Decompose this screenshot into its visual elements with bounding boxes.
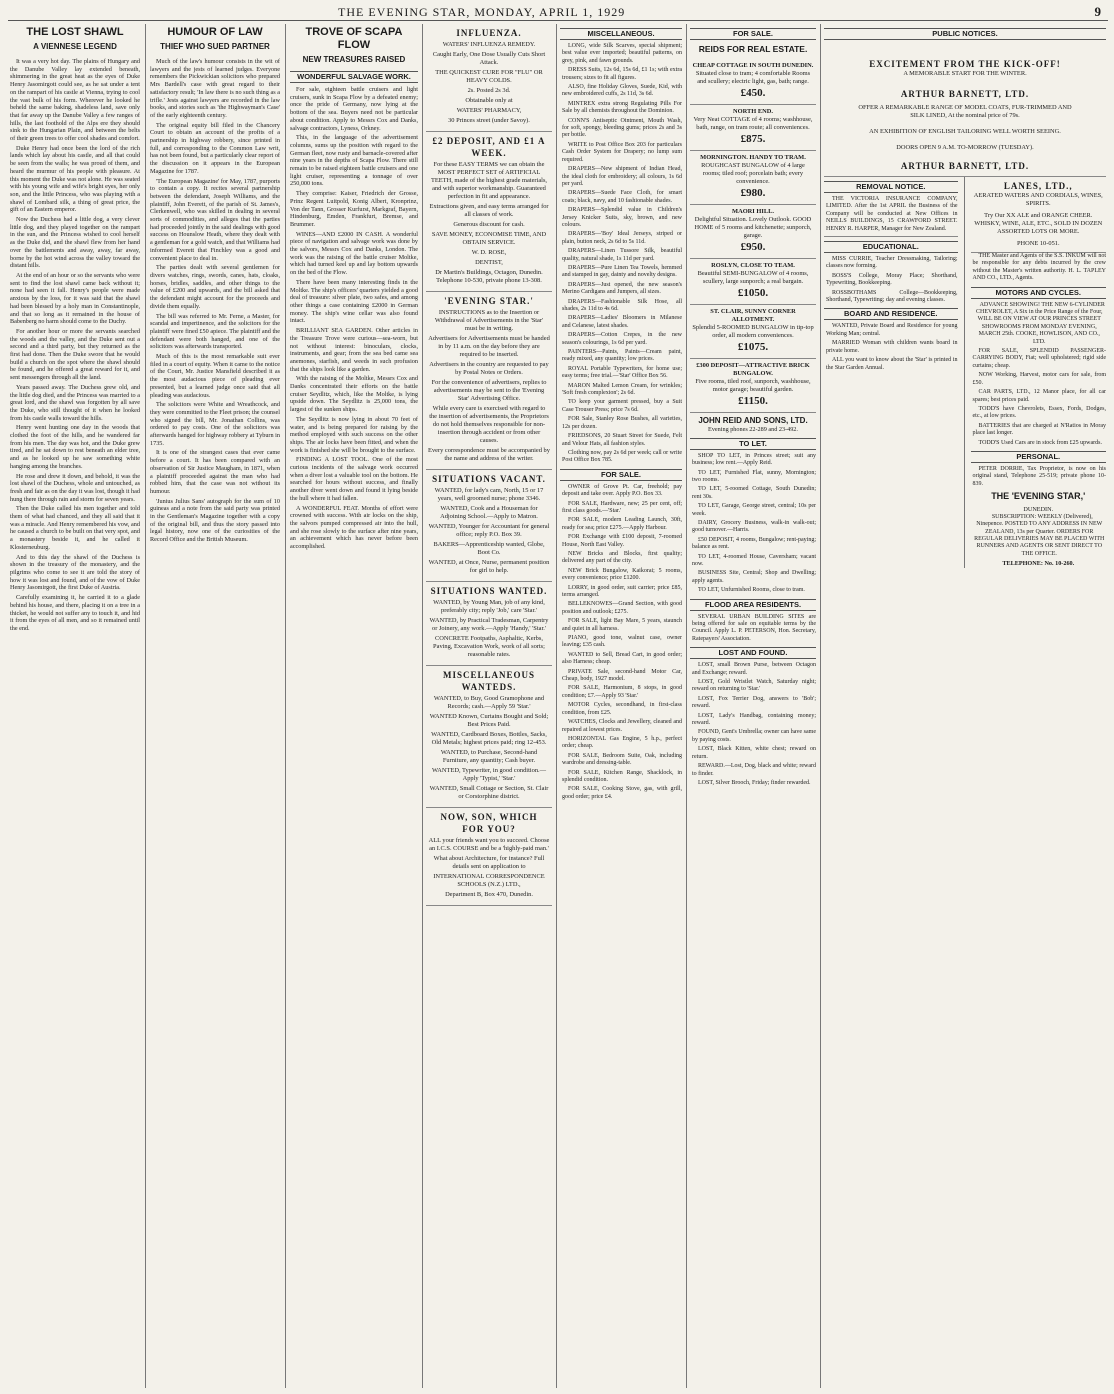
paragraph: 'The European Magazine' for May, 1787, purports to contain a copy. It recites several partnership between the defendant, Joseph Williams, and the plaintiff, John Everett, of the parish of St. James's, Clerkenwell, who was skilled in dealing in several sorts of commodities, and alleges that the parties had proceeded jointly in the said dealings with good success on Hounslow Heath, where they dealt with a gentleman for a gold watch, and that Williams had informed Everett that Finchley was a good and convenient place to deal in. xyxy=(150,177,280,262)
advert-line: WANTED, by Practical Tradesman, Carpentry or Joinery, any work.—Apply 'Handy,' 'Star.' xyxy=(429,617,549,632)
classified-ad: MARRIED Woman with children wants board in private home. xyxy=(826,340,958,354)
lanes-subline: AERATED WATERS AND CORDIALS, WINES, SPIRITS. xyxy=(973,192,1103,207)
classified-list xyxy=(690,662,816,787)
classified-ad: BATTERIES that are charged at N'Ratios in Moray place last longer. xyxy=(972,422,1106,437)
classified-ad: HORIZONTAL Gas Engine, 5 h.p., perfect order; cheap. xyxy=(562,735,682,750)
classified-ad: FOR SALE, Bedroom Suite, Oak, including wardrobe and dressing-table. xyxy=(562,752,682,767)
classified-ad: WRITE to Post Office Box 203 for particulars Cash Order System for Drapery; no lump sum required. xyxy=(562,141,682,163)
classified-ad: OWNER of Grove Pt. Car, freehold; pay deposit and take over. Apply P.O. Box 33. xyxy=(562,483,682,498)
advert-line: WANTED, Cook and a Houseman for Adjoining School.—Apply to Matron. xyxy=(440,505,538,520)
section-lost-found: LOST AND FOUND. xyxy=(690,647,816,659)
property-price: £450. xyxy=(740,87,766,99)
advert-line: INSTRUCTIONS as to the Insertion or Withdrawal of Advertisements in the 'Star' must be in writing. xyxy=(434,309,544,332)
classified-ad: LOST, Fox Terrier Dog, answers to 'Bob'; reward. xyxy=(692,695,816,710)
column-public-notices xyxy=(824,24,1106,1388)
advert-title: SITUATIONS WANTED. xyxy=(430,586,548,596)
classified-ad: FOR SALE, modern Leading Launch, 30ft, ready for sea; price £275.—Apply Harbour. xyxy=(562,517,682,531)
property-description: Delightful Situation. Lovely Outlook. GOOD HOME of 5 rooms and kitchenette; sunporch, garage. xyxy=(694,216,812,239)
section-removal: REMOVAL NOTICE. xyxy=(824,181,958,193)
paragraph: Now the Duchess had a little dog, a very clever little dog, and they played together on the rampart in the sun, and the Princess wished to cool herself as the Duke did, and the shawl flew from her hand over the battlements and away, away, far away, borne by the hot wind across the valley toward the distant hills. xyxy=(10,216,140,270)
article-body xyxy=(290,86,418,551)
advert-line: For the convenience of advertisers, replies to advertisements may be sent to the 'Evening Star' Advertising Office. xyxy=(431,379,547,402)
advert-line: SAVE MONEY, ECONOMISE TIME, AND OBTAIN SERVICE. xyxy=(431,231,547,246)
subhead-viennese-legend: A VIENNESE LEGEND xyxy=(33,42,117,51)
advert-line: Caught Early, One Dose Usually Cuts Short Attack. xyxy=(432,51,546,66)
classified-ad: BUSINESS Site, Central; Shop and Dwelling; apply agents. xyxy=(692,570,816,584)
classified-ad: ROSSBOTHAMS College—Bookkeeping, Shorthand, Typewriting; day and evening classes. xyxy=(826,289,958,304)
classified-ad: NEW Brick Bungalow, Kaikorai; 5 rooms, every convenience; price £1200. xyxy=(562,567,682,582)
classified-ad: LOST, Gold Wristlet Watch, Saturday night; reward on returning to 'Star.' xyxy=(692,679,816,693)
paragraph: The Seydlitz is now lying in about 70 feet of water, and is being prepared for raising by the method employed with such success on the other ships. The air locks have been fitted, and when the work is finished she will be brought to the surface. xyxy=(290,415,418,454)
paragraph: A WONDERFUL FEAT. Months of effort were crowned with success. With air locks on the ship, the salvors pumped compressed air into the hull, and she rose slowly to the surface after nine years, an achievement which has never before been accomplished. xyxy=(290,504,418,551)
advert-title: SITUATIONS VACANT. xyxy=(432,474,546,484)
classified-ad: MOTOR Cycles, secondhand, in first-class condition, from £25. xyxy=(562,702,682,716)
advert-line: Every correspondence must be accompanied by the name and address of the writer. xyxy=(428,447,550,462)
section-public-notices: PUBLIC NOTICES. xyxy=(824,28,1106,40)
classified-ad: TODD'S have Chevrolets, Essex, Fords, Dodges, etc., at low prices. xyxy=(972,405,1106,420)
property-description: Very Neat COTTAGE of 4 rooms; washhouse, bath, range, on tram route; all conveniences. xyxy=(693,116,813,131)
advert-list xyxy=(426,24,552,906)
property-advert xyxy=(690,259,816,305)
classified-ad: TO LET, 4-roomed House, Caversham; vacant now. xyxy=(692,553,816,567)
classified-list xyxy=(971,348,1106,447)
barnett-body: OFFER A REMARKABLE RANGE OF MODEL COATS, FUR-TRIMMED AND SILK LINED, At the nominal price of 79s. xyxy=(858,104,1072,119)
advert-line: Advertisers for Advertisements must be handed in by 11 a.m. on the day before they are required to be inserted. xyxy=(428,335,550,358)
classified-ad: DRAPERS—Splendid value in Children's Jersey Knicker Suits, sky, brown, and new colours. xyxy=(562,207,682,228)
property-heading: MAORI HILL. xyxy=(732,208,774,215)
advert-line: While every care is exercised with regard to the insertion of advertisements, the Proprietors do not hold themselves responsible for non-insertion through accident or from other causes. xyxy=(429,405,549,444)
barnett-name: ARTHUR BARNETT, LTD. xyxy=(900,89,1030,99)
advert-line: What about Architecture, for instance? Full details sent on application to xyxy=(433,855,545,870)
property-heading: CHEAP COTTAGE IN SOUTH DUNEDIN. xyxy=(692,62,814,69)
property-price: £1050. xyxy=(737,287,769,299)
removal-notice: THE VICTORIA INSURANCE COMPANY, LIMITED. After the 1st APRIL the Business of the Company will be conducted at New Offices in NEILLS BUILDINGS, 15 CRAWFORD STREET. HENRY R. HARPER, Manager for New Zealand. xyxy=(826,196,958,232)
section-miscellaneous: MISCELLANEOUS. xyxy=(560,28,682,40)
advert-line: WATERS' INFLUENZA REMEDY. xyxy=(442,41,536,48)
advert-line: WATERS' PHARMACY, xyxy=(456,107,522,114)
notices-right xyxy=(971,177,1106,568)
property-heading: MORNINGTON. HANDY TO TRAM. xyxy=(700,154,806,161)
paragraph: The bill was referred to Mr. Ferne, a Master, for scandal and impertinence, and the solicitors for the plaintiff were fined £50 apiece. The plaintiff and the defendant were both hanged, and one of the solicitors was afterwards transported. xyxy=(150,312,280,351)
classified-ad: NEW Bricks and Blocks, first quality; delivered any part of the city. xyxy=(562,550,682,565)
classified-ad: CAR PARTS, LTD., 12 Manor place, for all car spares; best prices paid. xyxy=(972,389,1106,403)
column-lost-shawl xyxy=(10,24,140,1388)
advert-line: Obtainable only at xyxy=(465,97,513,104)
classified-ad: WATCHES, Clocks and Jewellery, cleaned and repaired at lowest prices. xyxy=(562,719,682,733)
paragraph: The parties dealt with several gentlemen for divers watches, rings, swords, canes, hats, cloaks, horses, bridles, saddles, and other things to the value of £200 and upwards, and the bill asked that the defendant might account for the proceeds and divide them equally. xyxy=(150,264,280,310)
classified-ad: LOST, Lady's Handbag, containing money; reward. xyxy=(692,712,816,727)
advert-line: Extractions given, and easy terms arranged for all classes of work. xyxy=(429,203,549,218)
classified-ad: FOR SALE, Hardware, new; 25 per cent, off; first class goods.—'Star.' xyxy=(562,500,682,514)
classified-ad: DRAPERS—Fashionable Silk Hose, all shades, 2s 11d to 4s 6d. xyxy=(562,298,682,312)
section-personal: PERSONAL. xyxy=(971,451,1106,463)
classified-ad: TO LET, 5-roomed Cottage, South Dunedin; rent 30s. xyxy=(692,486,816,500)
advert-line: DENTIST, xyxy=(475,259,503,266)
property-advert xyxy=(690,205,816,259)
ship-notice: THE Master and Agents of the S.S. INKUM will not be responsible for any debts incurred by the crew without the Master's written authority. H. L. TAPLEY AND CO., LTD., Agents. xyxy=(972,253,1106,282)
classified-ad: LOST, Black Kitten, white chest; reward on return. xyxy=(692,746,816,760)
classified-ad: FOR SALE, Cooking Stove, gas, with grill, good order; price £4. xyxy=(562,786,682,800)
property-advert xyxy=(690,305,816,359)
agent-name: REIDS FOR REAL ESTATE. xyxy=(698,44,808,54)
classified-ad: WANTED to Sell, Bread Cart, in good order; also Harness; cheap. xyxy=(562,651,682,666)
barnett-advert xyxy=(824,43,1106,177)
property-heading: NORTH END. xyxy=(733,108,773,115)
personal-notice: PETER DORRIE, Tax Proprietor, is now on his original stand, Telephone 25-519; private phone 10-839. xyxy=(972,465,1106,487)
classified-ad: MARON Malted Lemon Cream, for wrinkles; 'Soft fresh complexion'; 2s 6d. xyxy=(562,382,682,397)
classified-ad: WANTED, Private Board and Residence for young Working Man; central. xyxy=(826,323,958,337)
classified-ad: FOR Sale, Stanley Rose Bushes, all varieties, 12s per dozen. xyxy=(562,416,682,430)
advert-title: MISCELLANEOUS WANTEDS. xyxy=(442,670,536,692)
section-for-sale: FOR SALE. xyxy=(690,28,816,40)
notices-left xyxy=(824,177,958,568)
paragraph: It is one of the strangest cases that ever came before a court. It has been compared with an observation of Sir Justice Maugham, in 1871, when a plaintiff proceeded against the man who had robbed him, that the case was not without its humour. xyxy=(150,449,280,495)
agent-footer: JOHN REID AND SONS, LTD. xyxy=(698,416,808,425)
advert-line: WANTED, Cardboard Boxes, Bottles, Sacks, Old Metals; highest prices paid; ring 12-453. xyxy=(431,731,547,746)
advert-line: BAKERS—Apprenticeship wanted, Globe, Boot Co. xyxy=(433,541,545,556)
classified-ad: TO LET, Garage, George street, central; 10s per week. xyxy=(692,503,816,517)
barnett-exhibition: AN EXHIBITION OF ENGLISH TAILORING WELL WORTH SEEING. xyxy=(869,128,1061,135)
classified-list xyxy=(560,484,682,801)
column-adverts xyxy=(426,24,552,1388)
advert-title: £2 DEPOSIT, AND £1 A WEEK. xyxy=(432,136,546,158)
classified-ad: DRAPERS—New shipment of Indian Head, the ideal cloth for embroidery; all colours, 1s 6d per yard. xyxy=(562,166,682,187)
classified-ad: ALL you want to know about the 'Star' is printed in the Star Garden Annual. xyxy=(826,357,958,371)
property-description: ROUGHCAST BUNGALOW of 4 large rooms; tiled roof; porcelain bath; every convenience. xyxy=(701,162,805,185)
classified-ad: MISS CURRIE, Teacher Dressmaking, Tailoring; classes now forming. xyxy=(826,256,958,270)
classified-ad: £50 DEPOSIT, 4 rooms, Bungalow; rent-paying; balance as rent. xyxy=(692,536,816,551)
classified-ad: FOUND, Gent's Umbrella; owner can have same by paying costs. xyxy=(692,729,816,743)
classified-ad: PIANO, good tone, walnut case, owner leaving; £35 cash. xyxy=(562,635,682,649)
advert-line: INTERNATIONAL CORRESPONDENCE SCHOOLS (N.Z.) LTD., xyxy=(433,873,545,888)
advert-line: CONCRETE Footpaths, Asphaltic, Kerbs, Paving, Excavation Work, work of all sorts; reasonable rates. xyxy=(433,635,545,658)
star-subtitle: DUNEDIN. xyxy=(1023,506,1054,514)
classified-ad: FOR Exchange with £100 deposit, 7-roomed House, North East Valley. xyxy=(562,534,682,548)
barnett-doors: DOORS OPEN 9 A.M. TO-MORROW (TUESDAY). xyxy=(896,144,1034,151)
star-title: THE 'EVENING STAR,' xyxy=(991,491,1086,502)
property-advert xyxy=(690,105,816,151)
paragraph: Much of the law's humour consists in the wit of lawyers and the jests of learned judges. Everyone remembers the Pickwickian solicitors who prepared Mrs Bardell's case with great regard to their satisfactory result; 'In law there is no such thing as a trifle.' Jests against lawyers are recorded in the law books, and stories such as 'the Highwayman's Case' of the early eighteenth century. xyxy=(150,58,280,119)
advert xyxy=(426,24,552,132)
property-heading: £300 DEPOSIT—ATTRACTIVE BRICK BUNGALOW. xyxy=(696,362,810,377)
advert xyxy=(426,132,552,292)
advert xyxy=(426,666,552,808)
lanes-advert xyxy=(971,177,1106,253)
property-advert xyxy=(690,59,816,105)
column-miscellaneous xyxy=(560,24,682,1388)
paragraph: At the end of an hour or so the servants who were sent to find the lost shawl came back without it; none had seen it fall. Henry's people were made anxious by the loss, for it was said that the shawl had been blessed by a holy man in Constantinople, and that so long as it remained in the house of Babenberg no harm should come to the Duchy. xyxy=(10,271,140,326)
property-advert xyxy=(690,359,816,413)
paragraph: Then the Duke called his men together and told them of what had chanced, and they all said that it was a miracle. And Henry remembered his vow, and he caused a church to be built on that very spot, and a monastery beside it, and he called it Klosterneuburg. xyxy=(10,505,140,551)
advert-line: THE QUICKEST CURE FOR "FLU" OR HEAVY COLDS. xyxy=(435,69,543,84)
property-description: Beautiful SEMI-BUNGALOW of 4 rooms, scullery, large sunporch; a real bargain. xyxy=(697,270,809,285)
paragraph: BRILLIANT SEA GARDEN. Other articles in the Treasure Trove were curious—sea-worn, but not without interest: binoculars, clocks, instruments, and gear; from the sea bed came sea anemones, starfish, and weeds in such profusion that the ships look like a garden. xyxy=(290,327,418,373)
classified-ad: TO keep your garment pressed, buy a Suit Case Trouser Press; price 7s 6d. xyxy=(562,399,682,413)
classified-ad: FOR SALE, light Bay Mare, 5 years, staunch and quiet in all harness. xyxy=(562,618,682,632)
classified-ad: FOR SALE, SPLENDID PASSENGER-CARRYING BODY, Fiat; well upholstered; rigid side curtains; cheap. xyxy=(972,348,1106,369)
classified-ad: DRAPERS—Cotton Crepes, in the new season's colourings, 1s 6d per yard. xyxy=(562,332,682,346)
paragraph: And to this day the shawl of the Duchess is shown in the treasury of the monastery, and the pilgrims who come to see it are told the story of how it was lost and found, and of the vow of Duke Henry Jasomirgott, the first Duke of Austria. xyxy=(10,553,140,592)
classified-ad: DRAPERS—Just opened, the new season's Merino Cardigans and Jumpers, all sizes. xyxy=(562,281,682,296)
column-scapa-flow xyxy=(290,24,418,1388)
lanes-phone: PHONE 10-051. xyxy=(1016,240,1060,247)
paragraph: For sale, eighteen battle cruisers and light cruisers, sunk in Scapa Flow by a defeated enemy; once the pride of Germany, now lying at the bottom of the sea. Buyers need not be particular about condition. Apply to Messrs Cox and Danks, salvage contractors, Lyness, Orkney. xyxy=(290,86,418,132)
advert-line: WANTED, to Buy, Good Gramophone and Records; cash.—Apply 59 'Star.' xyxy=(433,695,545,710)
paragraph: This, in the language of the advertisement columns, sums up the position with regard to the German fleet, now rusty and barnacle-covered after nine years in the depths of Scapa Flow. There still remain to be raised eighteen battle cruisers and one light cruiser, representing a tonnage of over 250,000 tons. xyxy=(290,134,418,188)
advert-line: WANTED, for lady's cam, North, 15 or 17 years, well groomed nurse; phone 3346. xyxy=(434,487,544,502)
article-body xyxy=(10,58,140,633)
headline-lost-shawl: THE LOST SHAWL xyxy=(26,26,124,38)
classified-ad: PAINTERS—Paints, Paints—Cream paint, ready mixed, any quantity; low prices. xyxy=(562,349,682,363)
lanes-body: Try Our XX ALE and ORANGE CHEER. WHISKY, WINE, ALE, ETC., SOLD IN DOZEN ASSORTED LOTS OR MORE. xyxy=(974,212,1103,235)
classified-ad: PRIVATE Sale, second-hand Motor Car, Cheap, body, 1927 model. xyxy=(562,668,682,683)
advert-line: WANTED, by Young Man, job of any kind, preferably city; reply 'Job,' care 'Star.' xyxy=(433,599,545,614)
property-price: £875. xyxy=(740,133,766,145)
advert-line: Generous discount for cash. xyxy=(453,221,525,228)
property-heading: ROSLYN, CLOSE TO TEAM. xyxy=(711,262,795,269)
section-board: BOARD AND RESIDENCE. xyxy=(824,308,958,320)
classified-list xyxy=(824,256,958,304)
classified-ad: NOW Working, Harvest, motor cars for sale, from £50. xyxy=(972,372,1106,386)
paragraph: He rose and drew it down, and behold, it was the lost shawl of the Duchess, whole and untouched, as fresh and fair as on the day it was lost, though it had hung there through rain and storm for seven years. xyxy=(10,472,140,503)
classified-ad: DAIRY, Grocery Business, walk-in walk-out; good turnover.—Harris. xyxy=(692,519,816,534)
classified-ad: DRESS Suits, 12s 6d, 15s 6d, £1 1s; with extra trousers; sizes to fit all figures. xyxy=(562,67,682,81)
excitement-subline: A MEMORABLE START FOR THE WINTER. xyxy=(903,70,1027,77)
classified-ad: DRAPERS—Pure Linen Tea Towels, hemmed and stamped in gay, dainty and novelty designs. xyxy=(562,264,682,279)
advert-title: 'EVENING STAR.' xyxy=(444,296,534,306)
property-advert xyxy=(690,151,816,205)
headline-humour-of-law: HUMOUR OF LAW xyxy=(167,26,263,38)
section-flood-area: FLOOD AREA RESIDENTS. xyxy=(690,599,816,611)
classified-ad: LOST, small Brown Purse, between Octagon and Exchange; reward. xyxy=(692,662,816,676)
advert-line: Department B, Box 470, Dunedin. xyxy=(445,891,533,898)
subhead-new-treasures: NEW TREASURES RAISED xyxy=(302,55,406,64)
advert-line: W. D. ROSE, xyxy=(471,249,507,256)
advert-title: NOW, SON, WHICH FOR YOU? xyxy=(440,812,538,834)
paragraph: It was a very hot day. The plains of Hungary and the Danube Valley lay extended beneath, shimmering in the great heat as the eyes of Duke Henry Jasomirgott could see, as he sat under a tent on the rampart of his castle at Vienna, trying to cool the vast bulk of his form. Wherever he looked he beheld the same baking, shadeless land, save only that far away up the Danube Valley a few ranges of hills, the last foothold of the Alps ere they should sink to the Hungarian Plain, and between the belts of their green trees to offer cool shades and comfort. xyxy=(10,58,140,143)
advert-line: ALL your friends want you to succeed. Choose an I.C.S. COURSE and be a 'highly-paid man.' xyxy=(428,837,550,852)
classified-ad: DRAPERS—Ladies' Bloomers in Milanese and Celanese, latest shades. xyxy=(562,315,682,329)
paragraph: There have been many interesting finds in the Moltke. The ship's officers' quarters yielded a good deal of treasure: silver plate, two safes, and among other things a case containing £2000 in German money. The ship's wine cellar was also found intact. xyxy=(290,278,418,325)
paragraph: Years passed away. The Duchess grew old, and the little dog died, and the Princess was married to a great lord, and the shawl was forgotten by all save the Duke, who still thought of it when he looked from his castle walls toward the hills. xyxy=(10,383,140,422)
section-for-sale: FOR SALE. xyxy=(560,469,682,481)
paragraph: Duke Henry had once been the lord of the rich lands which lay about his castle, and all that could be seen from the walls; he was proud of them, and heard the murmur of his people with pleasure. At this moment the Duke was not alone. He was seated with his young wife and wife's bright eyes, her only son, and the little Princess, who was playing with a shawl of Lombard silk, a thing of great price, the gift of an Eastern emperor. xyxy=(10,144,140,214)
page-number: 9 xyxy=(1094,4,1102,19)
advert-line: For these EASY TERMS we can obtain the MOST PERFECT SET of ARTIFICIAL TEETH, made of the highest grade materials, and with superior workmanship. Guaranteed perfection in fit and appearance. xyxy=(430,161,548,200)
lanes-name: LANES, LTD., xyxy=(1003,181,1073,191)
headline-scapa-flow: TROVE OF SCAPA FLOW xyxy=(305,26,403,51)
paragraph: For another hour or more the servants searched the woods and the valley, and the Duke sent out a second and a third party, but they returned as the first had done. Then the Duke swore that he would build a church on the spot where the shawl should be found, and he offered a great reward for it, and sent messengers through all the land. xyxy=(10,327,140,382)
property-description: Situated close to tram; 4 comfortable Rooms and scullery; electric light, gas, bath; range. xyxy=(695,70,811,85)
classified-ad: DRAPERS—Linen Tussore Silk, beautiful quality, natural shade, 1s 11d per yard. xyxy=(562,248,682,262)
advert xyxy=(426,292,552,470)
classified-ad: FRIEDSONS, 20 Stuart Street for Suede, Felt and Velour Hats, all fashion styles. xyxy=(562,433,682,447)
masthead xyxy=(8,4,1108,21)
classified-ad: LOST, Silver Brooch, Friday; finder rewarded. xyxy=(698,779,811,786)
advert-line: Dr Martin's Buildings, Octagon, Dunedin. Telephone 10-530, private phone 13-308. xyxy=(435,269,543,284)
advert-line: WANTED, at Once, Nurse, permanent position for girl to help. xyxy=(428,559,550,574)
property-price: £1150. xyxy=(738,395,768,407)
agent-phone: Evening phones 22-289 and 23-492. xyxy=(708,426,798,433)
classified-ad: FOR SALE, Harmonium, 8 stops, in good condition; £7.—Apply 93 'Star.' xyxy=(562,685,682,699)
property-price: £1075. xyxy=(737,341,769,353)
property-description: Five rooms, tiled roof, sunporch, washhouse, motor garage; beautiful garden. xyxy=(695,378,811,393)
classified-ad: DRAPERS—'Boy' Ideal Jerseys, striped or plain, button neck, 2s 6d to 5s 11d. xyxy=(562,231,682,245)
classified-ad: CONN'S Antiseptic Ointment, Mouth Wash, for soft, spongy, bleeding gums; prices 2s and 3s per bottle. xyxy=(562,117,682,139)
advert-line: WANTED, Small Cottage or Section, St. Clair or Corstorphine district. xyxy=(429,785,549,800)
section-to-let: TO LET. xyxy=(690,438,816,450)
paragraph: The original equity bill filed in the Chancery Court to obtain an account of the profits of a partnership in highway robbery, since printed in full, and corresponding to the Common Law writ, has not been found, but a particularly clear report of the discussion on it appears in the European Magazine for 1787. xyxy=(150,121,280,175)
barnett-footer: ARTHUR BARNETT, LTD. xyxy=(900,161,1030,171)
column-real-estate xyxy=(690,24,816,1388)
paragraph: WINES—AND £2000 IN CASH. A wonderful piece of navigation and salvage work was done by the salvors, Messrs Cox and Danks, London. The work was the raising of the battle cruiser Moltke, which had turned keel up and lay bottom upwards on the bed of the Flow. xyxy=(290,230,418,277)
classified-ad: BELLEKNOWES—Grand Section, with good position and outlook; £275. xyxy=(562,601,682,615)
chevrolet-advert: ADVANCE SHOWING! THE NEW 6-CYLINDER CHEVROLET, A Six in the Price Range of the Four, WILL BE ON VIEW AT OUR PRINCES STREET SHOWROOMS FROM MONDAY EVENING, MARCH 25th. COOKE, HOWLISON, AND CO., LTD. xyxy=(976,301,1105,345)
advert-line: WANTED, Younger for Accountant for general office; reply P.O. Box 39. xyxy=(428,523,550,538)
classified-ad: REWARD.—Lost, Dog, black and white; reward to finder. xyxy=(692,763,816,777)
advert-line: 30 Princes street (under Savoy). xyxy=(448,117,530,124)
kicker-salvage-work: WONDERFUL SALVAGE WORK. xyxy=(290,71,418,83)
column-humour-of-law xyxy=(150,24,280,1388)
star-subscription: SUBSCRIPTION: WEEKLY (Delivered), Ninepence. POSTED TO ANY ADDRESS IN NEW ZEALAND, 13s per Quarter. ORDERS FOR REGULAR DELIVERIES MAY BE PLACED WITH RUNNERS AND AGENTS OR SENT DIRECT TO THE OFFICE. xyxy=(974,513,1105,557)
advert xyxy=(426,582,552,666)
classified-ad: SHOP TO LET, in Princes street; suit any business; low rent.—Apply Reid. xyxy=(692,452,816,467)
section-motors: MOTORS AND CYCLES. xyxy=(971,287,1106,299)
advert-line: WANTED, Typewriter, in good condition.—Apply 'Typist,' 'Star.' xyxy=(431,767,546,782)
star-telephone: TELEPHONE: No. 10-260. xyxy=(1002,560,1075,568)
classified-ad: ALSO, fine Holiday Gloves, Suede, Kid, with new embroidered cuffs, 2s 11d, 3s 6d. xyxy=(562,84,682,98)
paragraph: 'Junius Julius Sans' autograph for the sum of 10 guineas and a note from the said party was printed in the Gentleman's Magazine together with a copy of the original bill, and thus the story passed into legal history, now one of the curiosities of the Record Office and the British Museum. xyxy=(150,497,280,544)
advert-line: 2s. Posted 2s 3d. xyxy=(467,87,511,94)
classified-list xyxy=(824,323,958,371)
classified-ad: LONG, wide Silk Scarves, special shipment; best value ever imported; beautiful patterns, on grey, pink, and fawn grounds. xyxy=(562,43,682,64)
classified-ad: MINTREX extra strong Regulating Pills For Sale by all chemists throughout the Dominion. xyxy=(562,100,682,115)
paragraph: Henry went hunting one day in the woods that clothed the foot of the hills, and he wandered far from his men. The day was hot, and the Duke grew tired, and he sat down to rest beneath an elder tree, and as he looked up he saw something white hanging among the branches. xyxy=(10,424,140,470)
advert-title: INFLUENZA. xyxy=(456,28,522,38)
classified-ad: BOSS'S College, Moray Place; Shorthand, Typewriting, Bookkeeping. xyxy=(826,272,958,287)
property-heading: ST. CLAIR, SUNNY CORNER ALLOTMENT. xyxy=(710,308,796,323)
paragraph: The solicitors were White and Wreathcock, and they were committed to the Fleet prison; the counsel who signed the bill, Mr. Jonathan Collins, was ordered to pay costs. One of the solicitors was afterwards hanged for highway robbery at Tyburn in 1735. xyxy=(150,401,280,447)
classified-list xyxy=(560,43,682,465)
property-list xyxy=(690,59,816,413)
classified-ad: DRAPERS—Suede Face Cloth, for smart coats; black, navy, and 10 fashionable shades. xyxy=(562,190,682,204)
paragraph: FINDING A LOST TOOL. One of the most curious incidents of the salvage work occurred when a diver lost a valuable tool on the bottom. He searched for hours without success, and finally another diver went down and found it lying beside the hull where it had fallen. xyxy=(290,456,418,502)
property-description: Splendid 5-ROOMED BUNGALOW in tip-top order, all modern conveniences. xyxy=(692,324,814,339)
advert-line: Advertisers in the country are requested to pay by Postal Notes or Orders. xyxy=(429,361,549,376)
classified-ad: TO LET, Furnished Flat, sunny, Mornington; two rooms. xyxy=(692,469,816,483)
subhead-thief-sued-partner: THIEF WHO SUED PARTNER xyxy=(160,42,270,51)
advert xyxy=(426,470,552,582)
excitement-headline: EXCITEMENT FROM THE KICK-OFF! xyxy=(869,59,1061,69)
masthead-title: THE EVENING STAR, MONDAY, APRIL 1, 1929 xyxy=(338,5,626,19)
classified-list xyxy=(690,453,816,595)
flood-notice: SEVERAL URBAN BUILDING SITES are being offered for sale on equitable terms by the Council. Apply L. P. PETERSON, Hon. Secretary, Ratepayers' Association. xyxy=(692,613,816,642)
classified-ad: LORRY, in good order, suit carrier; price £85, terms arranged. xyxy=(562,584,682,598)
classified-ad: ROYAL Portable Typewriters, for home use; easy terms; free trial.—'Star' Office Box 56. xyxy=(562,365,682,380)
paragraph: With the raising of the Moltke, Messrs Cox and Danks concentrated their efforts on the battle cruiser Seydlitz, which, like the Moltke, is lying upside down. The Seydlitz is 25,000 tons, the largest of the sunken ships. xyxy=(290,375,418,414)
classified-ad: TO LET, Unfurnished Rooms, close to tram. xyxy=(698,587,805,594)
classified-ad: TODD'S Used Cars are in stock from £25 upwards. xyxy=(978,439,1102,446)
property-price: £950. xyxy=(740,241,766,253)
paragraph: Carefully examining it, he carried it to a glade behind his house, and there, placing it on a tree in a thicket, he would not suffer any to touch it, and hid it from the eyes of all men, and so it remained until the end. xyxy=(10,594,140,632)
advert-line: WANTED Known, Curtains Bought and Sold; Best Prices Paid. xyxy=(429,713,549,728)
advert xyxy=(426,808,552,906)
classified-ad: FOR SALE, Kitchen Range, Shacklock, in splendid condition. xyxy=(562,769,682,783)
classified-ad: Clothing now, pay 2s 6d per week; call or write Post Office Box 785. xyxy=(562,449,682,464)
paragraph: They comprise: Kaiser, Friedrich der Grosse, Prinz Regent Luitpold, Konig Albert, Kronprinz, Von der Tann, Grosser Kurfurst, Markgraf, Bayern, Hindenburg, Emden, Frankfurt, Bremse, and Brummer. xyxy=(290,190,418,228)
advert-line: WANTED, to Purchase, Second-hand Furniture, any quantity; Cash buyer. xyxy=(440,749,538,764)
property-price: £980. xyxy=(740,187,766,199)
article-body xyxy=(150,58,280,544)
section-educational: EDUCATIONAL. xyxy=(824,241,958,253)
paragraph: Much of this is the most remarkable suit ever filed in a court of equity. When it came to the notice of the Court, Mr. Justice Mansfield described it as the most audacious piece of pleading ever presented, but a learned judge once said that all pleading was audacious. xyxy=(150,353,280,399)
